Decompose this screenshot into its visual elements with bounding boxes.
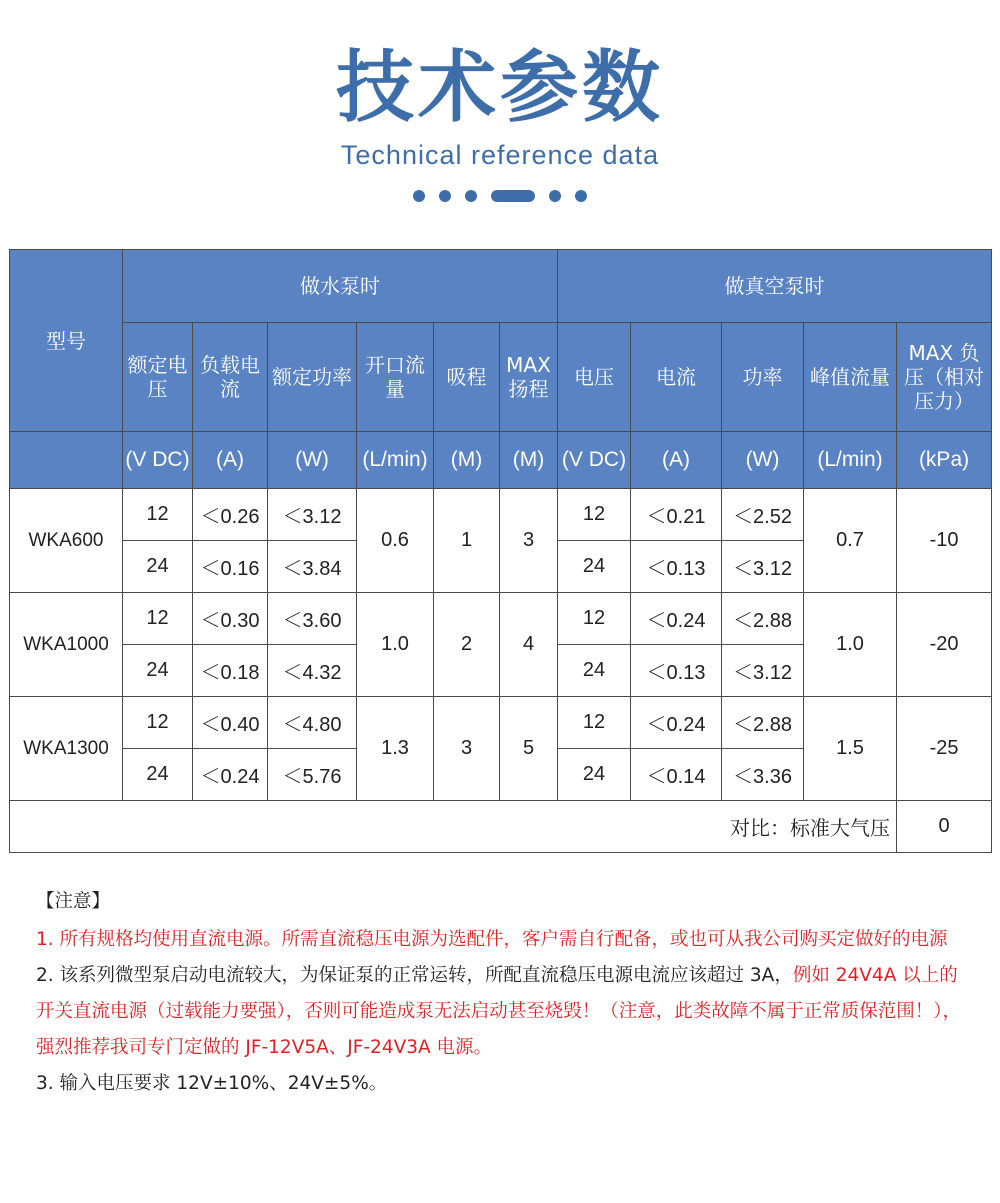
dot-icon [465,190,477,202]
dot-icon [549,190,561,202]
vacuum-voltage-cell: 24 [558,645,631,697]
vacuum-current-cell: ＜0.14 [631,749,722,801]
column-header: 电压 [558,323,631,432]
rated-power-cell: ＜4.80 [268,697,357,749]
notes-section [36,884,976,1102]
vacuum-voltage-cell: 12 [558,489,631,541]
model-name: WKA600 [10,489,123,593]
footer-label: 对比：标准大气压 [10,801,897,853]
load-current-cell: ＜0.40 [193,697,268,749]
column-unit: (A) [193,432,268,489]
vacuum-current-cell: ＜0.24 [631,593,722,645]
max-vacuum-cell: -20 [897,593,992,697]
dash-icon [491,190,535,202]
page-subtitle: Technical reference data [340,140,660,170]
load-current-cell: ＜0.26 [193,489,268,541]
rated-voltage-cell: 12 [123,697,193,749]
vacuum-voltage-cell: 24 [558,541,631,593]
column-unit: (L/min) [357,432,434,489]
table-row [10,489,992,541]
vacuum-current-cell: ＜0.21 [631,489,722,541]
vacuum-power-cell: ＜3.36 [722,749,804,801]
decorative-dots [0,190,1000,202]
vacuum-power-cell: ＜2.88 [722,593,804,645]
note-2-warning: 例如 24V4A 以上的开关直流电源（过载能力要强），否则可能造成泵无法启动甚至烧毁！（注意，此类故障不属于正常质保范围！），强烈推荐我司专门定做的 JF-12V5A、JF-24V3A 电源。 [36,965,962,1058]
column-unit: (V DC) [558,432,631,489]
column-header: 额定功率 [268,323,357,432]
spec-table [9,249,992,853]
rated-power-cell: ＜3.84 [268,541,357,593]
rated-voltage-cell: 24 [123,645,193,697]
rated-voltage-cell: 24 [123,749,193,801]
note-2 [36,958,976,1066]
rated-power-cell: ＜5.76 [268,749,357,801]
column-header: MAX扬程 [500,323,558,432]
vacuum-current-cell: ＜0.13 [631,645,722,697]
column-unit: (M) [434,432,500,489]
column-header: 电流 [631,323,722,432]
open-flow-cell: 1.3 [357,697,434,801]
column-header: 开口流量 [357,323,434,432]
table-row [10,593,992,645]
load-current-cell: ＜0.16 [193,541,268,593]
dot-icon [575,190,587,202]
water-pump-group-header: 做水泵时 [123,250,558,323]
column-header: MAX 负压（相对压力） [897,323,992,432]
column-header: 负载电流 [193,323,268,432]
model-name: WKA1000 [10,593,123,697]
rated-power-cell: ＜4.32 [268,645,357,697]
vacuum-current-cell: ＜0.24 [631,697,722,749]
column-unit: (V DC) [123,432,193,489]
rated-voltage-cell: 24 [123,541,193,593]
note-1: 1. 所有规格均使用直流电源。所需直流稳压电源为选配件，客户需自行配备，或也可从我公司购买定做好的电源 [36,929,948,950]
column-unit: (W) [268,432,357,489]
vacuum-power-cell: ＜3.12 [722,645,804,697]
suction-cell: 3 [434,697,500,801]
peak-flow-cell: 1.5 [804,697,897,801]
max-vacuum-cell: -25 [897,697,992,801]
peak-flow-cell: 0.7 [804,489,897,593]
open-flow-cell: 1.0 [357,593,434,697]
column-unit: (W) [722,432,804,489]
vacuum-voltage-cell: 12 [558,593,631,645]
suction-cell: 1 [434,489,500,593]
rated-voltage-cell: 12 [123,593,193,645]
vacuum-power-cell: ＜2.52 [722,489,804,541]
vacuum-power-cell: ＜3.12 [722,541,804,593]
column-unit: (kPa) [897,432,992,489]
vacuum-voltage-cell: 12 [558,697,631,749]
max-lift-cell: 4 [500,593,558,697]
max-lift-cell: 5 [500,697,558,801]
column-header: 峰值流量 [804,323,897,432]
dot-icon [413,190,425,202]
notes-title: 【注意】 [36,891,111,912]
page-title: 技术参数 [335,43,664,133]
model-name: WKA1300 [10,697,123,801]
note-3: 3. 输入电压要求 12V±10%、24V±5%。 [36,1073,388,1094]
rated-voltage-cell: 12 [123,489,193,541]
vacuum-power-cell: ＜2.88 [722,697,804,749]
column-unit: (A) [631,432,722,489]
model-unit-header [10,432,123,489]
model-header: 型号 [10,250,123,432]
max-lift-cell: 3 [500,489,558,593]
rated-power-cell: ＜3.60 [268,593,357,645]
dot-icon [439,190,451,202]
load-current-cell: ＜0.24 [193,749,268,801]
column-unit: (L/min) [804,432,897,489]
column-unit: (M) [500,432,558,489]
open-flow-cell: 0.6 [357,489,434,593]
peak-flow-cell: 1.0 [804,593,897,697]
column-header: 功率 [722,323,804,432]
max-vacuum-cell: -10 [897,489,992,593]
table-row [10,697,992,749]
column-header: 吸程 [434,323,500,432]
note-2-text: 2. 该系列微型泵启动电流较大，为保证泵的正常运转，所配直流稳压电源电流应该超过 3A， [36,965,793,986]
vacuum-voltage-cell: 24 [558,749,631,801]
rated-power-cell: ＜3.12 [268,489,357,541]
vacuum-current-cell: ＜0.13 [631,541,722,593]
table-footer-row [10,801,992,853]
load-current-cell: ＜0.18 [193,645,268,697]
column-header: 额定电压 [123,323,193,432]
vacuum-pump-group-header: 做真空泵时 [558,250,992,323]
footer-value: 0 [897,801,992,853]
load-current-cell: ＜0.30 [193,593,268,645]
suction-cell: 2 [434,593,500,697]
